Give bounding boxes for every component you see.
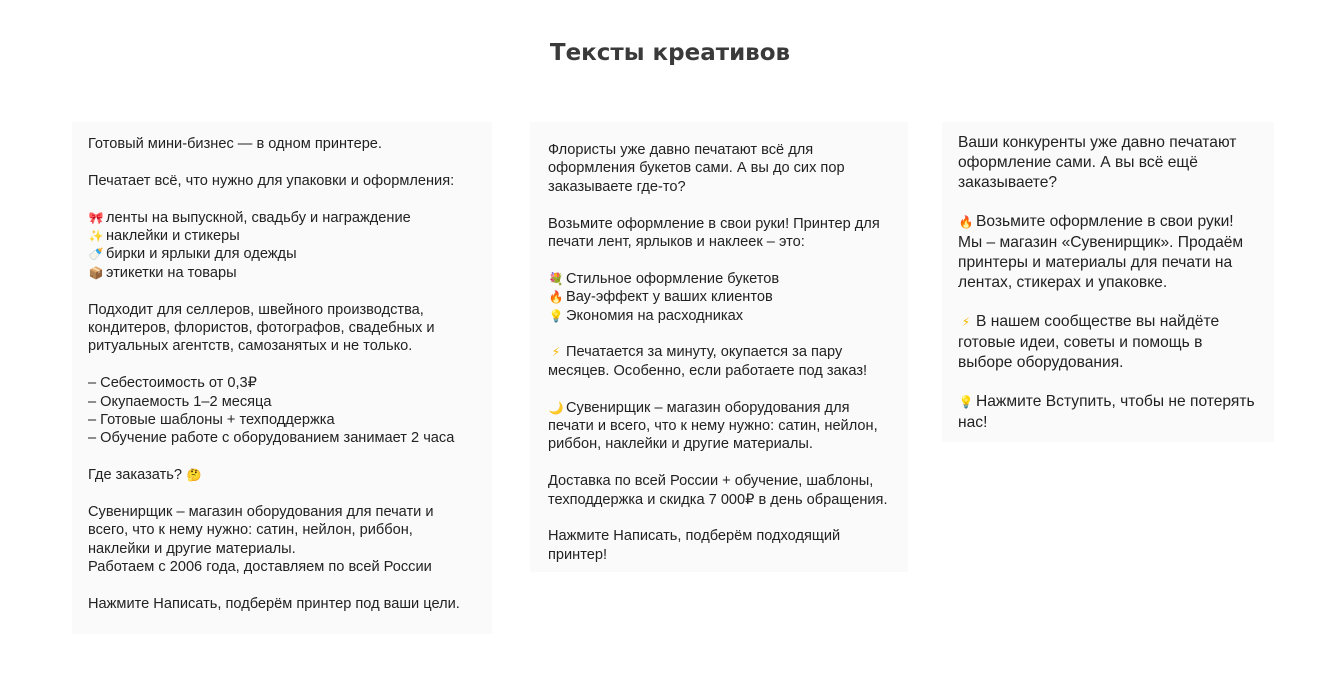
page-title: Тексты креативов [549,40,791,66]
card2-speed-line: месяцев. Особенно, если работаете под заказ! [548,362,868,379]
card1-shop-line: наклейки и другие материалы. [88,540,296,557]
lightbulb-icon: 💡 [548,308,564,323]
list-item: 💐 Стильное оформление букетов [548,270,780,287]
card1-shop-line: Сувенирщик – магазин оборудования для печати и [88,504,434,521]
baby-bottle-icon: 🍼 [88,247,104,262]
card2-intro-line: Флористы уже давно печатают всё для [548,142,814,158]
package-icon: 📦 [88,265,104,280]
creative-text-card-2 [530,122,908,572]
card1-audience-line: ритуальных агентств, самозанятых и не только. [88,338,413,355]
card1-shop-line: всего, что к нему нужно: сатин, нейлон, риббон, [88,522,413,539]
sparkles-icon: ✨ [88,229,104,243]
card1-bullet: – Себестоимость от 0,3₽ [88,375,257,392]
card3-community-line: ⚡ В нашем сообществе вы найдёте [958,312,1274,333]
card3-offer-line: 🔥 Возьмите оформление в свои руки! [958,212,1274,233]
card2-intro-line: оформления букетов сами. А вы до сих пор [548,160,845,177]
list-item: 🔥 Вау-эффект у ваших клиентов [548,289,773,306]
card2-intro-line: заказываете где-то? [548,178,686,195]
list-item: 🍼 бирки и ярлыки для одежды [88,246,297,263]
card1-audience-line: кондитеров, флористов, фотографов, свадебных и [88,320,435,337]
card2-cta-line: Нажмите Написать, подберём подходящий [548,528,841,545]
card1-question: Где заказать? 🤔 [88,467,202,484]
fire-icon: 🔥 [958,215,974,230]
card1-bullet: – Готовые шаблоны + техподдержка [88,412,335,429]
card3-offer-line: Мы – магазин «Сувенирщик». Продаём [958,233,1244,251]
list-item: 🎀 ленты на выпускной, свадьбу и награждение [88,209,411,226]
lightning-icon: ⚡ [961,315,971,330]
card2-delivery-line: Доставка по всей России + обучение, шаблоны, [548,473,874,490]
card1-lead: Печатает всё, что нужно для упаковки и оформления: [88,172,455,189]
card3-offer-line: принтеры и материалы для печати на [958,253,1233,271]
list-item: 💡 Экономия на расходниках [548,307,744,324]
fire-icon: 🔥 [548,290,564,305]
card2-shop-line: 🌙 Сувенирщик – магазин оборудования для [548,399,850,416]
card3-community-line: готовые идеи, советы и помощь в [958,333,1203,351]
card1-bullet: – Обучение работе с оборудованием занимает 2 часа [88,430,455,447]
card2-delivery-line: техподдержка и скидка 7 000₽ в день обращения. [548,491,888,508]
creative-text-card-1 [72,122,492,634]
card3-intro-line: Ваши конкуренты уже давно печатают [958,134,1237,151]
card1-cta: Нажмите Написать, подберём принтер под ваши цели. [88,596,460,613]
card2-speed-line: ⚡ Печатается за минуту, окупается за пару [548,343,908,361]
card3-intro-line: оформление сами. А вы всё ещё [958,153,1198,171]
card2-cta-line: принтер! [548,546,608,563]
bouquet-icon: 💐 [548,271,564,286]
list-item: ✨ наклейки и стикеры [88,228,240,244]
ribbon-icon: 🎀 [88,210,104,225]
card3-cta-line: 💡 Нажмите Вступить, чтобы не потерять [958,392,1274,413]
card2-lead-line: Возьмите оформление в свои руки! Принтер для [548,215,880,232]
lightning-icon: ⚡ [551,345,561,360]
crescent-moon-icon: 🌙 [548,400,564,415]
creative-text-card-3 [942,122,1274,442]
card3-intro-line: заказываете? [958,173,1058,191]
list-item: 📦 этикетки на товары [88,264,237,281]
card1-intro: Готовый мини-бизнес — в одном принтере. [88,136,382,152]
thinking-face-icon: 🤔 [186,468,202,483]
card2-shop-line: риббон, наклейки и другие материалы. [548,436,813,453]
card3-community-line: выборе оборудования. [958,353,1124,371]
card1-audience-line: Подходит для селлеров, швейного производства, [88,301,424,318]
card1-bullet: – Окупаемость 1–2 месяца [88,393,272,410]
card3-offer-line: лентах, стикерах и упаковке. [958,273,1168,291]
card2-lead-line: печати лент, ярлыков и наклеек – это: [548,234,805,251]
card1-shop-line: Работаем с 2006 года, доставляем по всей России [88,559,432,576]
lightbulb-icon: 💡 [958,395,974,410]
card3-cta-line: нас! [958,414,988,432]
card2-shop-line: печати и всего, что к нему нужно: сатин, нейлон, [548,418,878,435]
